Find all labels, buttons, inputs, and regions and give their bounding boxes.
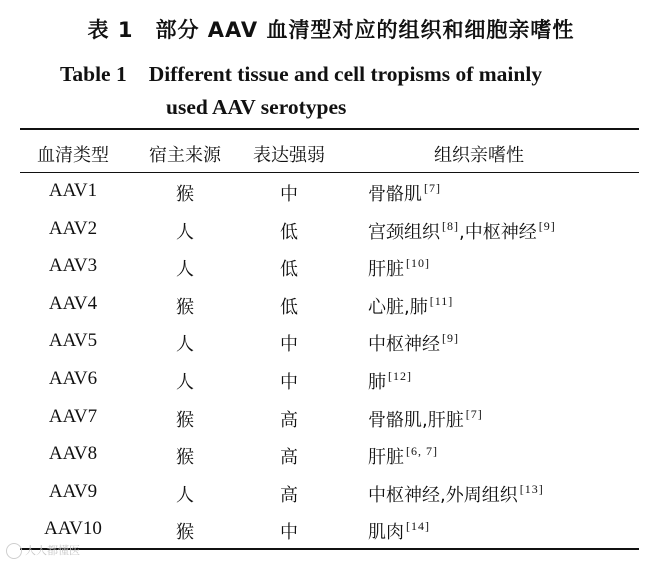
table-number-cn: 表 1 bbox=[87, 18, 134, 42]
cell-host: 人 bbox=[176, 334, 194, 355]
reference-citation: [6, 7] bbox=[406, 444, 438, 458]
cell-host: 猴 bbox=[176, 297, 194, 318]
cell-expression: 低 bbox=[280, 259, 298, 280]
reference-citation: [7] bbox=[465, 407, 483, 421]
cell-serotype: AAV8 bbox=[48, 443, 98, 464]
cell-tropism bbox=[368, 180, 441, 206]
header-expression: 表达强弱 bbox=[253, 145, 325, 166]
cell-host: 人 bbox=[176, 222, 194, 243]
cell-serotype: AAV9 bbox=[48, 481, 98, 502]
tropism-text: 中枢神经,外周组织 bbox=[368, 485, 518, 506]
table-header-row bbox=[20, 141, 639, 165]
cell-serotype: AAV1 bbox=[48, 180, 98, 201]
table-caption-cn: 部分 AAV 血清型对应的组织和细胞亲嗜性 bbox=[155, 18, 575, 42]
table-caption-en-line2: used AAV serotypes bbox=[166, 95, 347, 119]
header-serotype: 血清类型 bbox=[37, 145, 109, 166]
cell-expression: 低 bbox=[280, 222, 298, 243]
cell-expression: 高 bbox=[280, 410, 298, 431]
reference-citation: [13] bbox=[519, 482, 544, 496]
cell-serotype: AAV5 bbox=[48, 330, 98, 351]
cell-tropism bbox=[368, 255, 430, 281]
cell-host: 猴 bbox=[176, 184, 194, 205]
header-host: 宿主来源 bbox=[149, 145, 221, 166]
tropism-text: 心脏,肺 bbox=[368, 297, 428, 318]
tropism-text: 肝脏 bbox=[368, 259, 404, 280]
tropism-text: 骨骼肌,肝脏 bbox=[368, 410, 464, 431]
table-bottom-rule bbox=[20, 548, 639, 550]
cell-tropism bbox=[368, 293, 453, 319]
table-title-cn bbox=[0, 14, 662, 44]
cell-tropism bbox=[368, 443, 438, 469]
cell-host: 人 bbox=[176, 259, 194, 280]
cell-expression: 高 bbox=[280, 485, 298, 506]
tropism-text: 肌肉 bbox=[368, 522, 404, 543]
reference-citation: [12] bbox=[388, 369, 412, 383]
cell-serotype: AAV3 bbox=[48, 255, 98, 276]
cell-host: 人 bbox=[176, 485, 194, 506]
cell-expression: 中 bbox=[280, 184, 298, 205]
cell-expression: 中 bbox=[280, 372, 298, 393]
cell-host: 猴 bbox=[176, 410, 194, 431]
reference-citation: [7] bbox=[424, 181, 441, 195]
reference-citation: [11] bbox=[429, 294, 454, 308]
cell-serotype: AAV10 bbox=[44, 518, 102, 539]
table-top-rule bbox=[20, 128, 639, 130]
cell-tropism bbox=[368, 481, 544, 507]
tropism-text: 肝脏 bbox=[368, 447, 404, 468]
cell-serotype: AAV2 bbox=[48, 218, 98, 239]
cell-host: 猴 bbox=[176, 522, 194, 543]
cell-tropism bbox=[368, 218, 556, 244]
tropism-text: 骨骼肌 bbox=[368, 184, 422, 205]
tropism-text: 宫颈组织 bbox=[368, 222, 440, 243]
watermark bbox=[6, 542, 90, 562]
tropism-text: 中枢神经 bbox=[368, 334, 440, 355]
cell-tropism bbox=[368, 518, 430, 544]
reference-citation: [10] bbox=[406, 256, 430, 270]
table-title-en bbox=[60, 58, 542, 124]
table-header-rule bbox=[20, 172, 639, 173]
cell-tropism bbox=[368, 406, 483, 432]
cell-tropism bbox=[368, 368, 412, 394]
tropism-text: 肺 bbox=[368, 372, 386, 393]
cell-expression: 中 bbox=[280, 522, 298, 543]
cell-expression: 中 bbox=[280, 334, 298, 355]
header-tropism: 组织亲嗜性 bbox=[434, 145, 524, 166]
watermark-text: 人人都懂医 bbox=[25, 544, 80, 557]
reference-citation: [9] bbox=[442, 331, 459, 345]
cell-tropism bbox=[368, 330, 459, 356]
reference-citation: [14] bbox=[406, 519, 430, 533]
reference-citation: [9] bbox=[538, 219, 556, 233]
table-number-en: Table 1 bbox=[60, 62, 127, 86]
cell-serotype: AAV4 bbox=[48, 293, 98, 314]
cell-expression: 低 bbox=[280, 297, 298, 318]
cell-serotype: AAV6 bbox=[48, 368, 98, 389]
reference-citation: [8] bbox=[442, 219, 459, 233]
cell-host: 猴 bbox=[176, 447, 194, 468]
circle-logo-icon bbox=[6, 543, 22, 559]
tropism-text: ,中枢神经 bbox=[459, 222, 537, 243]
cell-host: 人 bbox=[176, 372, 194, 393]
cell-expression: 高 bbox=[280, 447, 298, 468]
table-caption-en-line1: Different tissue and cell tropisms of mainly bbox=[148, 62, 543, 86]
cell-serotype: AAV7 bbox=[48, 406, 98, 427]
